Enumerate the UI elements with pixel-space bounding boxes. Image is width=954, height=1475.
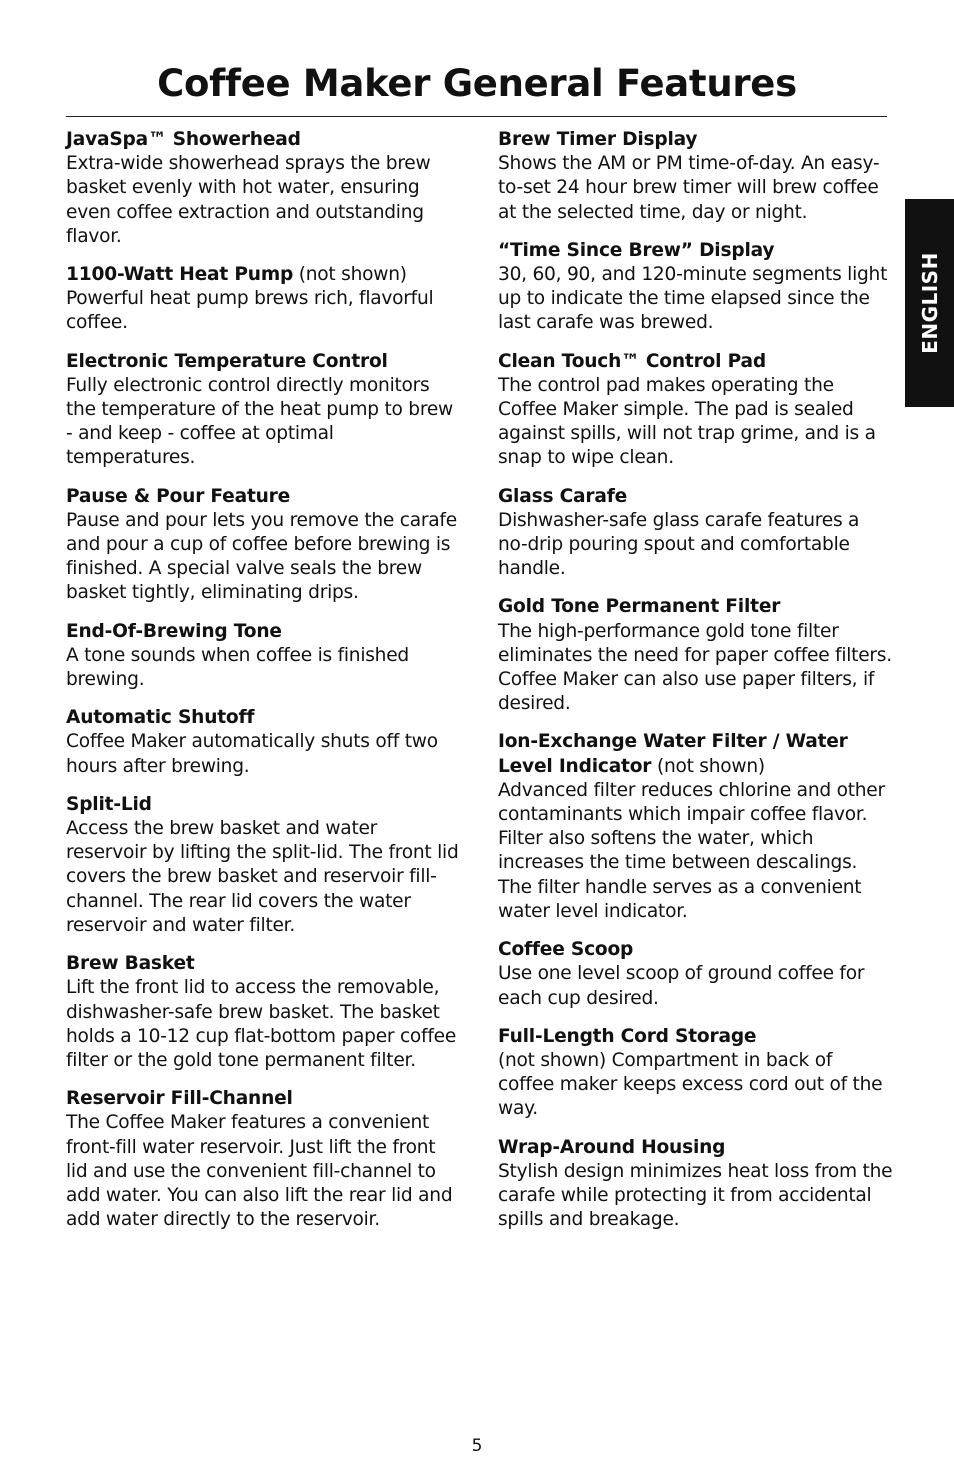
feature-gold-tone-filter	[498, 595, 893, 716]
page-number: 5	[471, 1436, 483, 1456]
feature-brew-timer-display	[498, 128, 893, 225]
page-title: Coffee Maker General Features	[157, 62, 797, 105]
feature-automatic-shutoff	[66, 706, 461, 779]
feature-note: (not shown)	[293, 264, 407, 286]
feature-description: Shows the AM or PM time-of-day. An easy-to-set 24 hour brew timer will brew coffee at the selected time, day or night.	[498, 153, 880, 223]
feature-description: The Coffee Maker features a convenient front-fill water reservoir. Just lift the front lid and use the convenient fill-channel to add water. You can also lift the rear lid and add water directly to the reservoir.	[66, 1112, 453, 1231]
feature-description: Fully electronic control directly monitors the temperature of the heat pump to brew - and keep - coffee at optimal temperatures.	[66, 374, 453, 469]
feature-title: Ion-Exchange Water Filter / Water Level Indicator	[498, 731, 848, 777]
feature-description: Coffee Maker automatically shuts off two hours after brewing.	[66, 731, 438, 777]
feature-title: Brew Timer Display	[498, 129, 698, 150]
feature-description: Extra-wide showerhead sprays the brew basket evenly with hot water, ensuring even coffee extraction and outstanding flavor.	[66, 153, 431, 247]
feature-description: Use one level scoop of ground coffee for each cup desired.	[498, 963, 865, 1009]
feature-heat-pump	[66, 263, 461, 336]
feature-split-lid	[66, 793, 461, 938]
title-divider	[66, 116, 887, 117]
feature-description: Lift the front lid to access the removable, dishwasher-safe brew basket. The basket holds a 10-12 cup flat-bottom paper coffee filter or the gold tone permanent filter.	[66, 977, 457, 1071]
feature-coffee-scoop	[498, 938, 893, 1011]
feature-description: 30, 60, 90, and 120-minute segments light up to indicate the time elapsed since the last carafe was brewed.	[498, 264, 888, 334]
feature-description: The control pad makes operating the Coffee Maker simple. The pad is sealed against spills, will not trap grime, and is a snap to wipe clean.	[498, 374, 876, 469]
feature-pause-pour	[66, 485, 461, 606]
feature-description: (not shown) Compartment in back of coffee maker keeps excess cord out of the way.	[498, 1049, 883, 1120]
feature-description: Stylish design minimizes heat loss from the carafe while protecting it from accidental spills and breakage.	[498, 1160, 893, 1231]
feature-control-pad	[498, 350, 893, 471]
feature-time-since-brew	[498, 239, 893, 336]
feature-title: Electronic Temperature Control	[66, 350, 388, 372]
feature-description: Access the brew basket and water reservoir by lifting the split-lid. The front lid covers the brew basket and reservoir fill-channel. The rear lid covers the water reservoir and water filter.	[66, 818, 459, 936]
feature-cord-storage	[498, 1025, 893, 1122]
left-column	[66, 128, 461, 1246]
feature-title: Coffee Scoop	[498, 939, 634, 961]
feature-javaspa-showerhead	[66, 128, 461, 249]
feature-reservoir-fill-channel	[66, 1087, 461, 1232]
feature-title: Pause & Pour Feature	[66, 485, 291, 507]
feature-description: Advanced filter reduces chlorine and other contaminants which impair coffee flavor. Filter also softens the water, which increases the time between descalings. The filter handle serves as a convenient water level indicator.	[498, 779, 885, 922]
feature-title: 1100-Watt Heat Pump	[66, 264, 294, 286]
feature-wrap-around-housing	[498, 1136, 893, 1233]
feature-description: A tone sounds when coffee is finished brewing.	[66, 644, 409, 691]
feature-title: “Time Since Brew” Display	[498, 239, 775, 261]
feature-description: The high-performance gold tone filter eliminates the need for paper coffee filters. Coffee Maker can also use paper filters, if desired.	[498, 620, 892, 715]
feature-temperature-control	[66, 350, 461, 471]
feature-title: Reservoir Fill-Channel	[66, 1088, 293, 1110]
feature-title: Gold Tone Permanent Filter	[498, 596, 781, 618]
feature-description: Dishwasher-safe glass carafe features a no-drip pouring spout and comfortable handle.	[498, 509, 860, 580]
feature-glass-carafe	[498, 485, 893, 582]
feature-title: Automatic Shutoff	[66, 707, 255, 729]
feature-description: Powerful heat pump brews rich, flavorful coffee.	[66, 288, 434, 334]
feature-brewing-tone	[66, 620, 461, 693]
language-tab-label: ENGLISH	[917, 252, 942, 354]
feature-title: End-Of-Brewing Tone	[66, 620, 282, 642]
feature-title: Clean Touch™ Control Pad	[498, 350, 766, 372]
feature-title: JavaSpa™ Showerhead	[66, 129, 301, 150]
feature-note: (not shown)	[651, 755, 765, 777]
feature-description: Pause and pour lets you remove the carafe and pour a cup of coffee before brewing is finished. A special valve seals the brew basket tightly, eliminating drips.	[66, 509, 457, 604]
feature-title: Brew Basket	[66, 953, 195, 975]
feature-title: Split-Lid	[66, 793, 152, 815]
feature-brew-basket	[66, 952, 461, 1073]
feature-title: Full-Length Cord Storage	[498, 1025, 757, 1047]
feature-water-filter	[498, 730, 893, 924]
feature-title: Glass Carafe	[498, 485, 628, 507]
feature-title: Wrap-Around Housing	[498, 1136, 726, 1158]
language-tab	[905, 199, 954, 407]
right-column	[498, 128, 893, 1246]
